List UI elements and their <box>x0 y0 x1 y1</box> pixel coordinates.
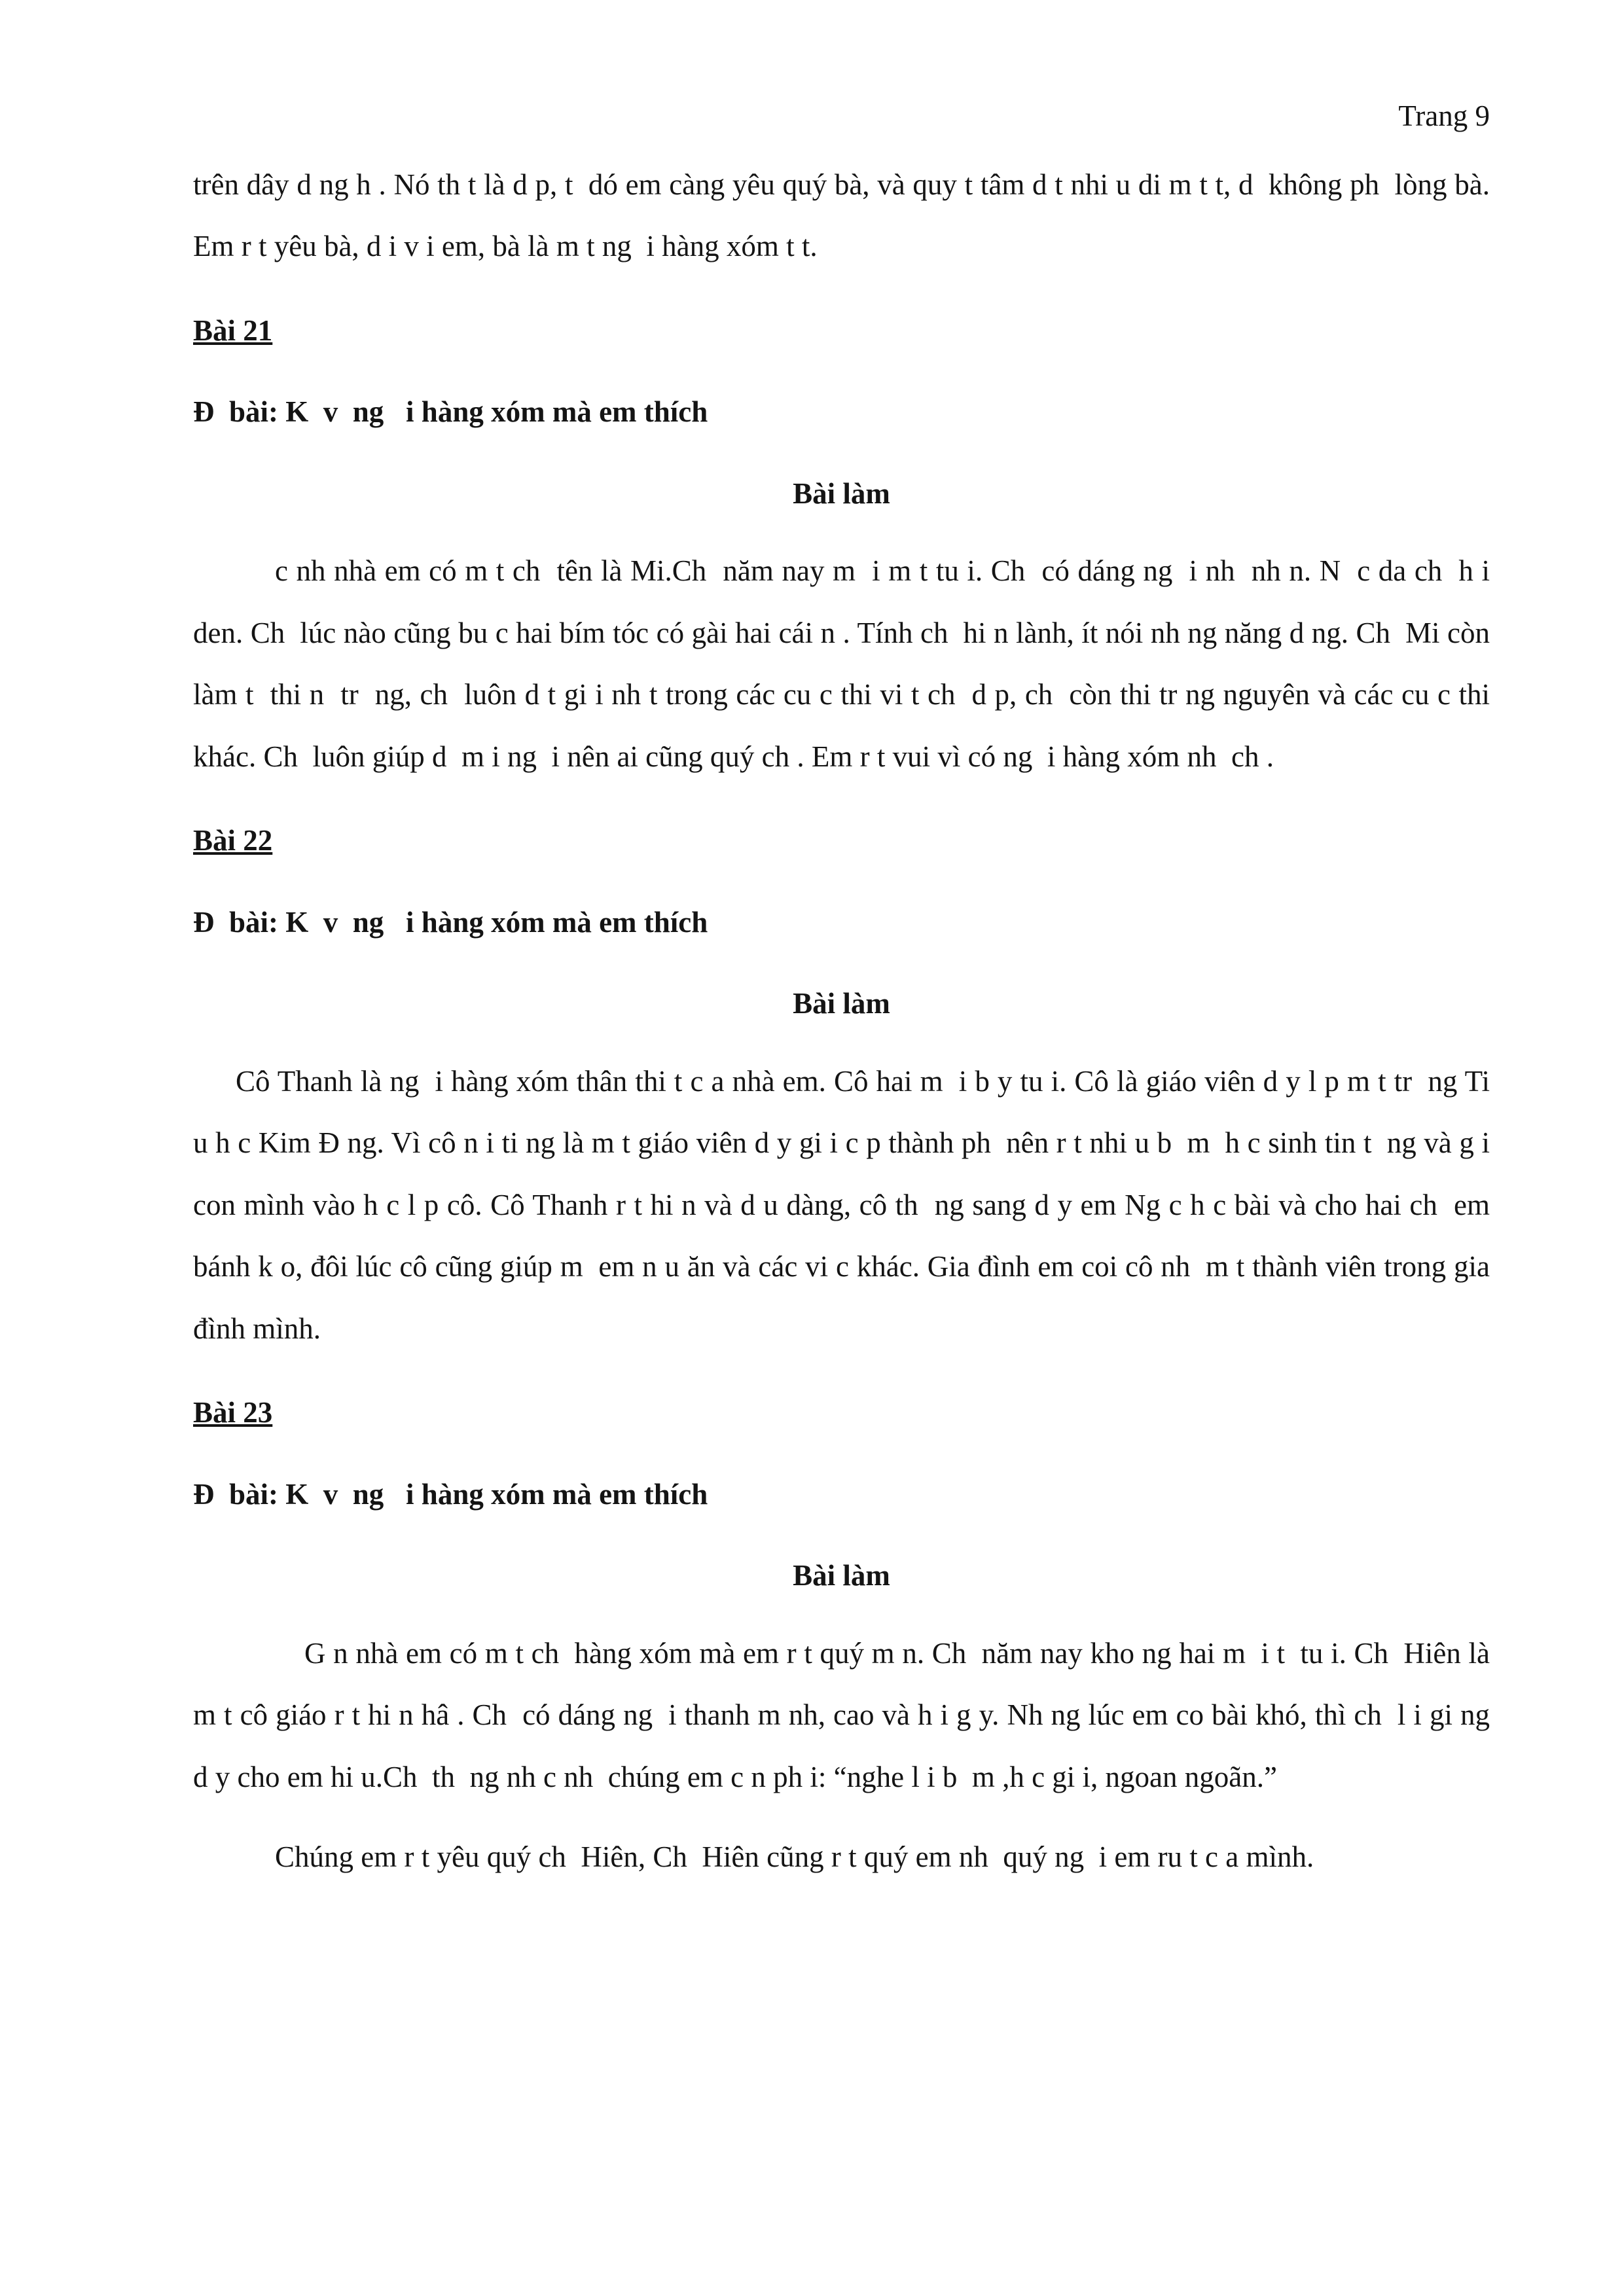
intro-paragraph: trên dây d ng h . Nó th t là d p, t dó em càng yêu quý bà, và quy t tâm d t nhi u di m t t, d không ph lòng bà. Em r t yêu bà, d i v i em, bà là m t ng i hàng xóm t t. <box>193 168 1498 262</box>
section-bai-23 <box>193 1382 1498 1888</box>
exercise-prompt: Đ bài: K v ng i hàng xóm mà em thích <box>193 905 708 939</box>
exercise-prompt: Đ bài: K v ng i hàng xóm mà em thích <box>193 395 708 428</box>
bai-lam-heading: Bài làm <box>793 476 890 510</box>
bai-lam-heading: Bài làm <box>793 987 890 1020</box>
section-heading <box>193 810 1490 872</box>
section-heading <box>193 300 1490 362</box>
section-bai-21 <box>193 300 1498 788</box>
section-heading-text: Bài 21 <box>193 314 273 347</box>
section-heading-text: Bài 23 <box>193 1396 273 1429</box>
essay-paragraph: Cô Thanh là ng i hàng xóm thân thi t c a nhà em. Cô hai m i b y tu i. Cô là giáo viên d y l p m t tr ng Ti u h c Kim Đ ng. Vì cô n i ti ng là m t giáo viên d y gi i c p thành ph nên r t nhi u b m h c sinh tin t ng và g i con mình vào h c l p cô. Cô Thanh r t hi n và d u dàng, cô th ng sang d y em Ng c h c bài và cho hai ch em bánh k o, đôi lúc cô cũng giúp m em n u ăn và các vi c khác. Gia đình em coi cô nh m t thành viên trong gia đình mình. <box>193 1064 1498 1345</box>
bai-lam-heading: Bài làm <box>793 1559 890 1592</box>
essay-paragraph: c nh nhà em có m t ch tên là Mi.Ch năm nay m i m t tu i. Ch có dáng ng i nh nh n. N c da ch h i den. Ch lúc nào cũng bu c hai bím tóc có gài hai cái n . Tính ch hi n lành, ít nói nh ng năng d ng. Ch Mi còn làm t thi n tr ng, ch luôn d t gi i nh t trong các cu c thi vi t ch d p, ch còn thi tr ng nguyên và các cu c thi khác. Ch luôn giúp d m i ng i nên ai cũng quý ch . Em r t vui vì có ng i hàng xóm nh ch . <box>193 554 1498 773</box>
essay-paragraph: G n nhà em có m t ch hàng xóm mà em r t quý m n. Ch năm nay kho ng hai m i t tu i. Ch Hiên là m t cô giáo r t hi n hâ . Ch có dáng ng i thanh m nh, cao và h i g y. Nh ng lúc em co bài khó, thì ch l i gi ng d y cho em hi u.Ch th ng nh c nh chúng em c n ph i: “nghe l i b m ,h c gi i, ngoan ngoãn.” <box>193 1636 1498 1793</box>
section-heading <box>193 1382 1490 1444</box>
section-bai-22 <box>193 810 1498 1359</box>
section-heading-text: Bài 22 <box>193 824 273 857</box>
page-number: Trang 9 <box>1398 99 1490 132</box>
exercise-prompt: Đ bài: K v ng i hàng xóm mà em thích <box>193 1477 708 1511</box>
essay-paragraph: Chúng em r t yêu quý ch Hiên, Ch Hiên cũng r t quý em nh quý ng i em ru t c a mình. <box>275 1840 1314 1873</box>
